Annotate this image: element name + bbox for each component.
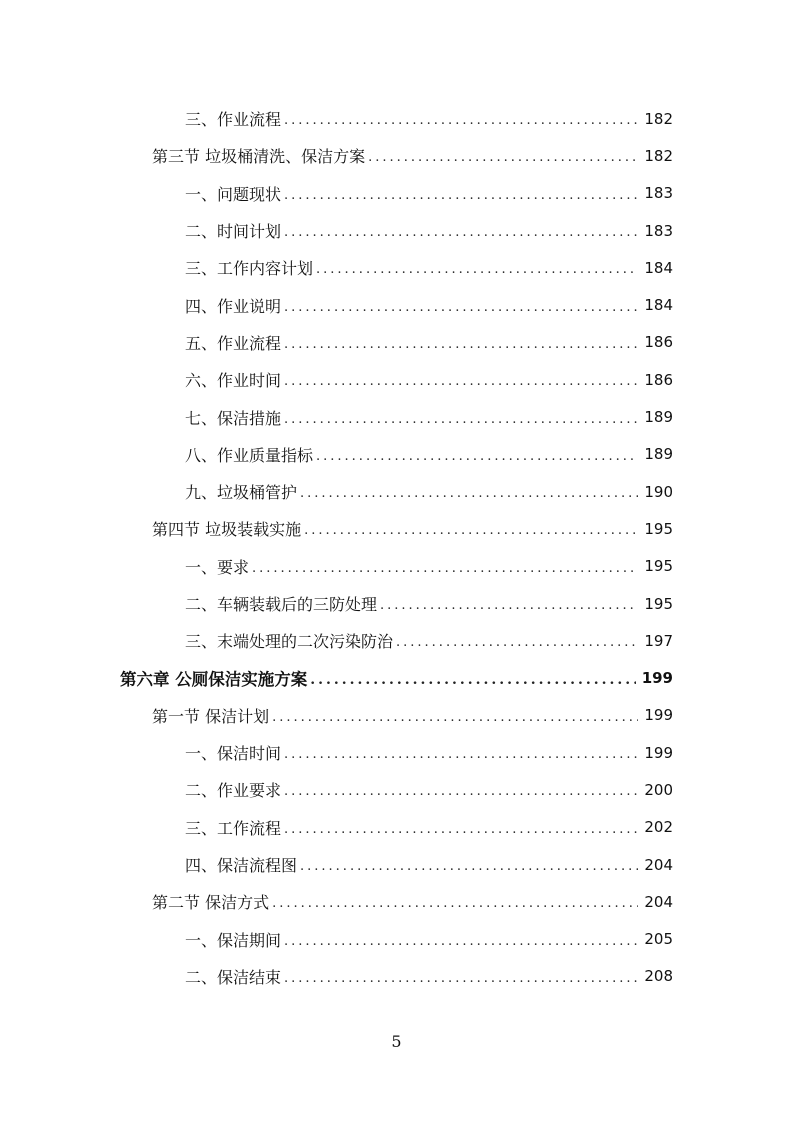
dot-leader [252, 561, 638, 576]
toc-entry-title: 五、作业流程 [185, 333, 282, 353]
toc-entry-page-number: 204 [644, 892, 673, 911]
toc-entry-title: 第一节 保洁计划 [152, 706, 270, 726]
toc-entry-page-number: 182 [644, 146, 673, 165]
toc-subsection-entry[interactable] [0, 958, 793, 995]
toc-section-entry[interactable] [0, 137, 793, 174]
toc-entry-page-number: 182 [644, 109, 673, 128]
toc-entry-title: 一、保洁时间 [185, 744, 282, 764]
toc-entry-page-number: 195 [644, 594, 673, 613]
toc-entry-page-number: 195 [644, 557, 673, 576]
toc-subsection-entry[interactable] [0, 212, 793, 249]
dot-leader [284, 113, 638, 128]
toc-entry-page-number: 197 [644, 631, 673, 650]
dot-leader [304, 523, 638, 538]
toc-entry-title: 第四节 垃圾装载实施 [152, 520, 302, 540]
toc-entry-page-number: 195 [644, 519, 673, 538]
toc-entry-title: 九、垃圾桶管护 [185, 483, 298, 503]
toc-section-entry[interactable] [0, 883, 793, 920]
toc-subsection-entry[interactable] [0, 585, 793, 622]
dot-leader [316, 262, 638, 277]
toc-entry-page-number: 205 [644, 930, 673, 949]
toc-entry-title: 第二节 保洁方式 [152, 893, 270, 913]
toc-entry-title: 二、车辆装载后的三防处理 [185, 595, 378, 614]
dot-leader [284, 747, 638, 762]
dot-leader [284, 934, 638, 949]
table-of-contents [0, 100, 793, 995]
toc-entry-page-number: 190 [644, 482, 673, 501]
toc-section-entry[interactable] [0, 510, 793, 547]
toc-subsection-entry[interactable] [0, 809, 793, 846]
toc-subsection-entry[interactable] [0, 286, 793, 323]
toc-entry-page-number: 204 [644, 855, 673, 874]
toc-entry-title: 三、作业流程 [185, 110, 282, 130]
toc-subsection-entry[interactable] [0, 473, 793, 510]
toc-entry-page-number: 202 [644, 818, 673, 837]
dot-leader [284, 337, 638, 352]
toc-entry-page-number: 186 [644, 370, 673, 389]
toc-entry-title: 一、保洁期间 [185, 930, 282, 950]
toc-subsection-entry[interactable] [0, 100, 793, 137]
dot-leader [284, 412, 638, 427]
toc-entry-page-number: 200 [644, 780, 673, 799]
dot-leader [368, 150, 638, 165]
dot-leader [300, 859, 638, 874]
toc-subsection-entry[interactable] [0, 622, 793, 659]
dot-leader [316, 449, 638, 464]
toc-entry-title: 四、作业说明 [185, 296, 282, 316]
dot-leader [380, 598, 638, 613]
toc-entry-page-number: 199 [644, 743, 673, 762]
dot-leader [396, 635, 638, 650]
dot-leader [284, 971, 638, 986]
toc-entry-title: 六、作业时间 [185, 371, 282, 391]
dot-leader [284, 374, 638, 389]
toc-entry-title: 一、要求 [185, 557, 250, 577]
toc-entry-title: 七、保洁措施 [185, 408, 282, 428]
toc-entry-page-number: 184 [644, 296, 673, 315]
toc-entry-title: 一、问题现状 [185, 184, 282, 204]
toc-entry-title: 第六章 公厕保洁实施方案 [120, 670, 308, 690]
dot-leader [284, 822, 638, 837]
toc-subsection-entry[interactable] [0, 249, 793, 286]
dot-leader [284, 784, 638, 799]
dot-leader [284, 188, 638, 203]
dot-leader [310, 672, 635, 688]
toc-entry-title: 八、作业质量指标 [185, 445, 314, 465]
toc-entry-page-number: 208 [644, 967, 673, 986]
toc-subsection-entry[interactable] [0, 361, 793, 398]
toc-entry-title: 三、末端处理的二次污染防治 [185, 632, 394, 652]
toc-entry-page-number: 183 [644, 184, 673, 203]
dot-leader [284, 225, 638, 240]
toc-entry-page-number: 199 [644, 706, 673, 725]
toc-entry-title: 四、保洁流程图 [185, 856, 298, 876]
dot-leader [300, 486, 638, 501]
toc-subsection-entry[interactable] [0, 324, 793, 361]
dot-leader [272, 710, 638, 725]
toc-section-entry[interactable] [0, 697, 793, 734]
toc-subsection-entry[interactable] [0, 846, 793, 883]
dot-leader [272, 896, 638, 911]
toc-entry-title: 第三节 垃圾桶清洗、保洁方案 [152, 147, 366, 167]
toc-entry-page-number: 183 [644, 221, 673, 240]
toc-entry-page-number: 184 [644, 258, 673, 277]
toc-entry-title: 二、保洁结束 [185, 967, 282, 987]
toc-entry-page-number: 189 [644, 408, 673, 427]
toc-subsection-entry[interactable] [0, 548, 793, 585]
toc-subsection-entry[interactable] [0, 175, 793, 212]
toc-entry-title: 二、作业要求 [185, 781, 282, 801]
dot-leader [284, 300, 638, 315]
toc-entry-title: 三、工作流程 [185, 818, 282, 838]
toc-subsection-entry[interactable] [0, 398, 793, 435]
page-number: 5 [391, 1032, 402, 1051]
toc-entry-page-number: 199 [641, 669, 673, 688]
toc-entry-page-number: 186 [644, 333, 673, 352]
toc-subsection-entry[interactable] [0, 771, 793, 808]
toc-chapter-entry[interactable] [0, 659, 793, 696]
toc-subsection-entry[interactable] [0, 734, 793, 771]
toc-entry-title: 三、工作内容计划 [185, 259, 314, 279]
toc-subsection-entry[interactable] [0, 436, 793, 473]
toc-entry-title: 二、时间计划 [185, 222, 282, 242]
toc-entry-page-number: 189 [644, 445, 673, 464]
toc-subsection-entry[interactable] [0, 921, 793, 958]
